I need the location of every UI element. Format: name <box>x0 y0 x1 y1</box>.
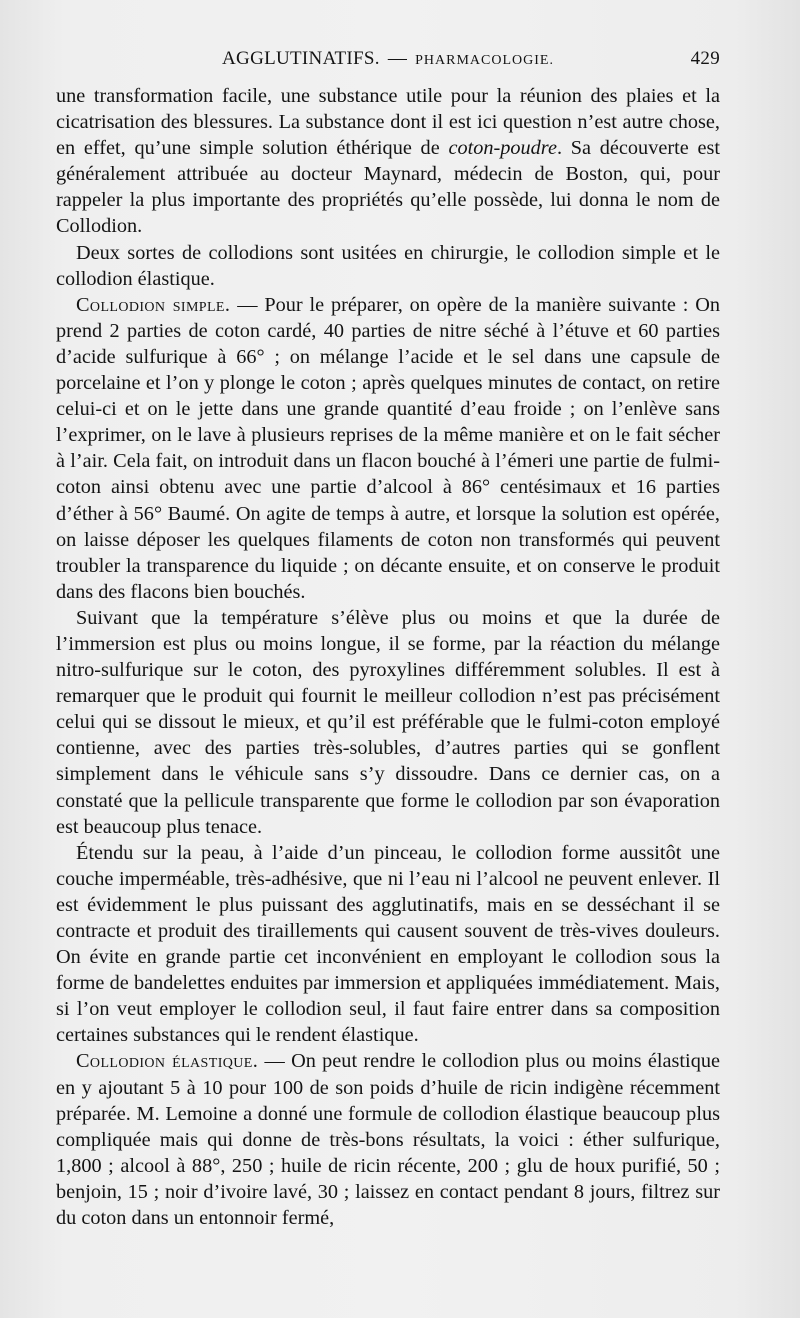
header-separator: — <box>387 48 408 69</box>
paragraph-collodion-types: Deux sortes de collodions sont usitées en chirurgie, le collodion simple et le collodion élastique. <box>56 241 720 290</box>
paragraph-text: . Sa découverte est généralement attribuée au docteur Maynard, médecin de Boston, qui, pour rappeler la plus importante des propriétés qu’elle possède, lui donna le nom de Collodion. <box>56 137 720 238</box>
section-heading: Collodion simple. <box>76 293 231 316</box>
running-header <box>56 46 720 76</box>
paragraph-collodion-simple <box>56 292 720 605</box>
header-title-line <box>56 48 720 70</box>
paragraph-text: — Pour le préparer, on opère de la manière suivante : On prend 2 parties de coton cardé, 40 parties de nitre séché à l’étuve et 60 parties d’acide sulfurique à 66° ; on mélange l’acide et le sel dans une capsule de porcelaine et l’on y plonge le coton ; après quelques minutes de contact, on retire celui-ci et on le jette dans une grande quantité d’eau froide ; on l’enlève sans l’exprimer, on le lave à plusieurs reprises de la même manière et on le fait sécher à l’air. Cela fait, on introduit dans un flacon bouché à l’émeri une partie de fulmi-coton ainsi obtenu avec une partie d’alcool à 86° centésimaux et 16 parties d’éther à 56° Baumé. On agite de temps à autre, et lorsque la solution est opérée, on laisse déposer les quelques filaments de coton non transformés qui peuvent troubler la transparence du liquide ; on décante ensuite, et on conserve le produit dans des flacons bien bouchés. <box>56 293 720 603</box>
paragraph-collodion-elastique <box>56 1048 720 1231</box>
chapter-title: AGGLUTINATIFS. <box>222 48 380 69</box>
paragraph-application: Étendu sur la peau, à l’aide d’un pinceau, le collodion forme aussitôt une couche imperméable, très-adhésive, que ni l’eau ni l’alcool ne peuvent enlever. Il est évidemment le plus puissant des agglutinatifs, mais en se desséchant il se contracte et produit des tiraillements qui causent souvent de très-vives douleurs. On évite en grande partie cet inconvénient en employant le collodion sous la forme de bandelettes enduites par immersion et appliquées immédiatement. Mais, si l’on veut employer le collodion seul, il faut faire entrer dans sa composition certaines substances qui le rendent élastique. <box>56 841 720 1047</box>
section-title: PHARMACOLOGIE. <box>415 53 554 68</box>
paragraph-text: une transformation facile, une substance utile pour la réunion des plaies et la cicatrisation des blessures. La substance dont il est ici question n’est autre chose, en effet, qu’une simple solution éthérique de <box>56 85 720 160</box>
paragraph-temperature: Suivant que la température s’élève plus ou moins et que la durée de l’immersion est plus ou moins longue, il se forme, par la réaction du mélange nitro-sulfurique sur le coton, des pyroxylines différemment solubles. Il est à remarquer que le produit qui fournit le meilleur collodion n’est pas précisément celui qui se dissout le mieux, et qu’il est préférable que le fulmi-coton employé contienne, avec des parties très-solubles, d’autres parties qui se gonflent simplement dans le véhicule sans s’y dissoudre. Dans ce dernier cas, on a constaté que la pellicule transparente que forme le collodion par son évaporation est beaucoup plus tenace. <box>56 606 720 838</box>
page-number: 429 <box>690 48 720 69</box>
paragraph-text: — On peut rendre le collodion plus ou moins élastique en y ajoutant 5 à 10 pour 100 de son poids d’huile de ricin indigène récemment préparée. M. Lemoine a donné une formule de collodion élastique beaucoup plus compliquée mais qui donne de très-bons résultats, la voici : éther sulfurique, 1,800 ; alcool à 88°, 250 ; huile de ricin récente, 200 ; glu de houx purifié, 50 ; benjoin, 15 ; noir d’ivoire lavé, 30 ; laissez en contact pendant 8 jours, filtrez sur du coton dans un entonnoir fermé, <box>56 1050 720 1230</box>
section-heading: Collodion élastique. <box>76 1050 259 1073</box>
paragraph-continuation <box>56 83 720 240</box>
italic-term: coton-poudre <box>448 137 557 160</box>
body-text <box>56 83 720 1231</box>
